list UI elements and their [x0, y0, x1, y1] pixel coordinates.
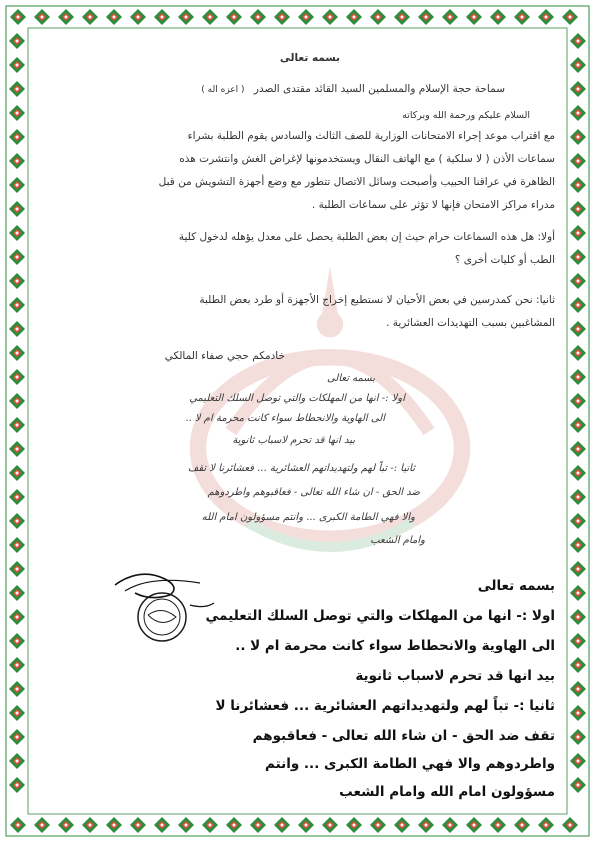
border-ornament — [570, 753, 586, 769]
border-ornament — [10, 817, 26, 833]
border-ornament — [466, 817, 482, 833]
border-ornament — [370, 9, 386, 25]
border-ornament — [9, 177, 25, 193]
border-ornament — [298, 817, 314, 833]
border-ornament — [490, 9, 506, 25]
border-ornament — [178, 9, 194, 25]
border-ornament — [202, 817, 218, 833]
border-ornament — [346, 817, 362, 833]
border-ornament — [106, 817, 122, 833]
border-ornament — [9, 297, 25, 313]
border-ornament — [570, 777, 586, 793]
border-ornament — [570, 393, 586, 409]
border-ornament — [346, 9, 362, 25]
border-ornament — [570, 465, 586, 481]
border-ornament — [442, 9, 458, 25]
border-ornament — [9, 393, 25, 409]
border-ornament — [9, 105, 25, 121]
border-ornament — [34, 9, 50, 25]
border-ornament — [106, 9, 122, 25]
handwritten-line: ثانيا :- تباً لهم ولتهديداتهم العشائرية ... فعشائرنا لا تقف — [187, 463, 415, 474]
border-ornament — [570, 441, 586, 457]
border-ornament — [9, 705, 25, 721]
border-ornament — [570, 225, 586, 241]
border-ornament — [570, 609, 586, 625]
border-ornament — [9, 489, 25, 505]
border-ornament — [570, 105, 586, 121]
border-ornament — [130, 817, 146, 833]
border-ornament — [250, 9, 266, 25]
border-ornament — [570, 657, 586, 673]
border-ornament — [130, 9, 146, 25]
border-ornament — [570, 537, 586, 553]
border-ornament — [9, 585, 25, 601]
border-ornament — [538, 9, 554, 25]
border-ornament — [9, 345, 25, 361]
handwritten-line: الى الهاوية والانحطاط سواء كانت محرمة ام لا .. — [185, 413, 385, 424]
border-ornament — [9, 777, 25, 793]
reply-line: الى الهاوية والانحطاط سواء كانت محرمة ام لا .. — [235, 638, 555, 654]
border-ornament — [442, 817, 458, 833]
reply-heading: بسمه تعالى — [477, 578, 555, 594]
border-ornament — [514, 9, 530, 25]
border-ornament — [298, 9, 314, 25]
border-ornament — [9, 33, 25, 49]
border-ornament — [34, 817, 50, 833]
border-ornament — [570, 129, 586, 145]
border-ornament — [250, 817, 266, 833]
reply-line: واطردوهم والا فهي الطامة الكبرى ... وانتم — [265, 756, 555, 772]
border-ornament — [9, 513, 25, 529]
border-ornament — [570, 297, 586, 313]
addressee-suffix: ( اعزه اله ) — [201, 85, 245, 95]
border-ornament — [322, 817, 338, 833]
intro-line: مع اقتراب موعد إجراء الامتحانات الوزارية للصف الثالث والسادس يقوم الطلبة بشراء — [187, 130, 555, 142]
border-ornament — [570, 561, 586, 577]
border-ornament — [570, 681, 586, 697]
border-ornament — [9, 465, 25, 481]
border-ornament — [570, 417, 586, 433]
reply-line: مسؤولون امام الله وامام الشعب — [339, 784, 555, 800]
border-ornament — [9, 729, 25, 745]
border-ornament — [9, 609, 25, 625]
border-ornament — [9, 441, 25, 457]
border-ornament — [9, 129, 25, 145]
border-ornament — [570, 33, 586, 49]
border-ornament — [570, 369, 586, 385]
handwritten-line: بسمه تعالى — [326, 373, 375, 384]
border-ornament — [58, 817, 74, 833]
border-ornament — [9, 201, 25, 217]
reply-line: ثانيا :- تباً لهم ولتهديداتهم العشائرية ... فعشائرنا لا — [215, 698, 555, 714]
border-ornament — [9, 153, 25, 169]
question-1-line: الطب أو كليات أخرى ؟ — [454, 254, 555, 266]
border-ornament — [570, 57, 586, 73]
border-ornament — [9, 81, 25, 97]
border-ornament — [490, 817, 506, 833]
border-ornament — [570, 321, 586, 337]
border-ornament — [9, 417, 25, 433]
sender-signature: خادمكم حجي صفاء المالكي — [164, 350, 285, 362]
border-ornament — [570, 513, 586, 529]
border-ornament — [9, 321, 25, 337]
border-ornament — [9, 633, 25, 649]
border-ornament — [570, 153, 586, 169]
border-ornament — [570, 489, 586, 505]
border-ornament — [562, 817, 578, 833]
border-ornament — [570, 201, 586, 217]
border-ornament — [9, 369, 25, 385]
border-ornament — [274, 817, 290, 833]
handwritten-line: وامام الشعب — [370, 535, 425, 546]
border-ornament — [322, 9, 338, 25]
border-ornament — [394, 9, 410, 25]
handwritten-line: اولا :- انها من المهلكات والتي توصل السلك التعليمي — [189, 393, 405, 404]
intro-line: الظاهرة في عراقنا الحبيب وأصبحت وسائل الاتصال تتطور مع وضع أجهزة التشويش من قبل — [158, 176, 555, 188]
border-ornament — [9, 657, 25, 673]
border-ornament — [570, 177, 586, 193]
addressee-name: سماحة حجة الإسلام والمسلمين السيد القائد مقتدى الصدر — [253, 83, 505, 95]
border-ornament — [9, 561, 25, 577]
border-ornament — [514, 817, 530, 833]
border-ornament — [570, 345, 586, 361]
border-ornament — [9, 537, 25, 553]
handwritten-line: والا فهي الطامة الكبرى ... وانتم مسؤولون امام الله — [201, 512, 415, 523]
border-ornament — [9, 249, 25, 265]
border-ornament — [9, 753, 25, 769]
border-ornament — [538, 817, 554, 833]
intro-line: مدراء مراكز الامتحان فإنها لا تؤثر على سماعات الطلبة . — [311, 199, 555, 211]
border-ornament — [58, 9, 74, 25]
border-ornament — [226, 817, 242, 833]
border-ornament — [570, 249, 586, 265]
border-ornament — [570, 585, 586, 601]
border-ornament — [570, 729, 586, 745]
border-ornament — [570, 273, 586, 289]
border-ornament — [562, 9, 578, 25]
border-ornament — [274, 9, 290, 25]
border-ornament — [9, 225, 25, 241]
border-ornament — [154, 9, 170, 25]
border-ornament — [370, 817, 386, 833]
border-ornament — [418, 817, 434, 833]
letter-content — [40, 40, 555, 800]
handwritten-line: بيد انها قد تحرم لاسباب ثانوية — [232, 435, 355, 446]
border-ornament — [394, 817, 410, 833]
addressee — [201, 83, 505, 95]
border-ornament — [226, 9, 242, 25]
handwritten-line: ضد الحق - ان شاء الله تعالى - فعاقبوهم واطردوهم — [207, 487, 420, 498]
reply-line: تقف ضد الحق - ان شاء الله تعالى - فعاقبوهم — [252, 728, 555, 744]
signature-seal-stamp — [110, 565, 220, 645]
border-ornament — [9, 57, 25, 73]
border-ornament — [82, 817, 98, 833]
reply-line: بيد انها قد تحرم لاسباب ثانوية — [355, 668, 555, 684]
greeting: السلام عليكم ورحمة الله وبركاته — [402, 110, 530, 121]
border-ornament — [570, 705, 586, 721]
question-2-line: ثانيا: نحن كمدرسين في بعض الأحيان لا نستطيع إخراج الأجهزة أو طرد بعض الطلبة — [199, 294, 555, 306]
border-ornament — [82, 9, 98, 25]
reply-line: اولا :- انها من المهلكات والتي توصل السلك التعليمي — [205, 608, 555, 624]
border-ornament — [570, 633, 586, 649]
question-1-line: أولا: هل هذه السماعات حرام حيث إن بعض الطلبة يحصل على معدل يؤهله لدخول كلية — [178, 231, 555, 243]
question-2-line: المشاغبين بسبب التهديدات العشائرية . — [386, 317, 555, 329]
border-ornament — [570, 81, 586, 97]
border-ornament — [154, 817, 170, 833]
border-ornament — [10, 9, 26, 25]
basmala: بسمه تعالى — [279, 52, 340, 64]
intro-line: سماعات الأذن ( لا سلكية ) مع الهاتف النقال ويستخدمونها لإغراض الغش وانتشرت هذه — [179, 153, 555, 165]
border-ornament — [178, 817, 194, 833]
border-ornament — [418, 9, 434, 25]
border-ornament — [9, 273, 25, 289]
border-ornament — [202, 9, 218, 25]
border-ornament — [9, 681, 25, 697]
border-ornament — [466, 9, 482, 25]
